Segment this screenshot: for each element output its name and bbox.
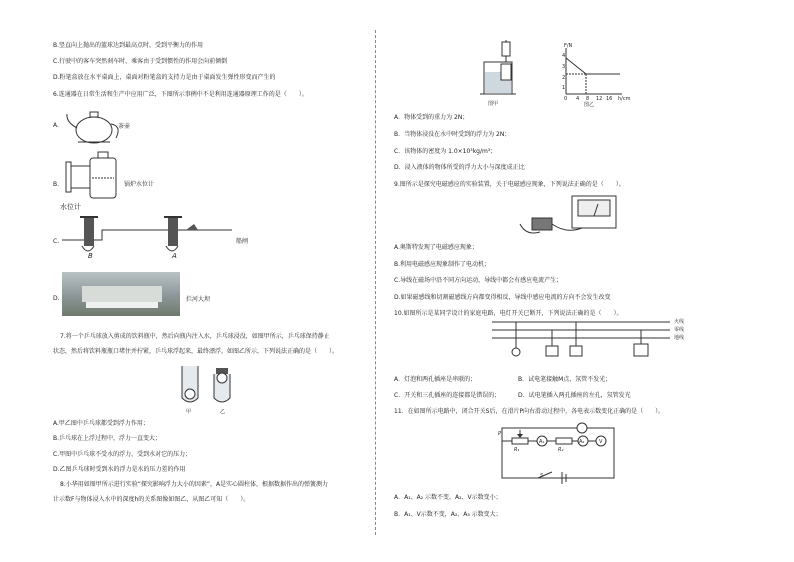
q11-option-b: B．A₁、V示数不变，A₂、A₃ 示数变大； [394, 511, 502, 518]
fig8-label-yi: 图乙 [584, 102, 595, 108]
teapot-figure [64, 104, 124, 146]
q8-stem-line1: 8.小华用如图甲所示进行实验“探究影响浮力大小的因素”，A是实心圆柱体，根据数据作出的弹簧测力 [60, 481, 329, 488]
q6-caption-c: 船闸 [236, 238, 249, 245]
q11-option-a: A．A₁、A₂ 示数不变，A₂、V示数变小； [394, 494, 502, 501]
boiler-figure [62, 150, 124, 202]
graph-xtick-0: 0 [564, 96, 568, 102]
q10-option-c: C．开关和三孔插座的连接都是错误的； [394, 392, 501, 399]
q8-stem-line2: 计示数F与物体浸入水中的深度h的关系图像如图乙，从图乙可知（ ）。 [53, 496, 250, 503]
q6-label-b: B. [53, 181, 60, 188]
q7-option-b: B.乒乓球在上浮过程中，浮力一直变大； [53, 435, 162, 442]
q6-label-d: D. [53, 295, 60, 302]
q6-sublabel-b: 水位计 [60, 203, 81, 211]
line-neutral-label: 零线 [674, 327, 685, 333]
left-column [0, 0, 372, 562]
q9-option-d: D.如果磁感线和切割磁感线方向都变得相反，导线中感应电流的方向不会发生改变 [394, 294, 611, 301]
q11-label-s: S [540, 473, 544, 479]
q9-stem: 9.图所示是探究电磁感应的实验装置，关于电磁感应现象，下列说法正确的是（ ）。 [394, 181, 625, 188]
graph-ytick-2: 2 [562, 75, 566, 81]
electromagnetic-induction-figure [518, 194, 628, 240]
q11-label-a1: A₁ [539, 439, 545, 445]
q7-option-d: D.乙图乒乓球时受到水的浮力是水的压力差的作用 [53, 466, 186, 473]
q11-label-p: P [498, 431, 502, 437]
spring-scale-beaker-figure [480, 40, 516, 100]
graph-ytick-1: 1 [562, 85, 566, 91]
graph-xlabel: h/cm [618, 96, 631, 102]
q10-option-b: B．试电笔接触M点，氖管不发光； [518, 376, 612, 383]
q5-option-d: D.粉笔盒放在水平桌面上，桌面对粉笔盒的支持力是由于桌面发生弹性形变而产生的 [53, 74, 276, 81]
q6-caption-a: 茶壶 [118, 123, 131, 130]
right-column [380, 0, 794, 562]
graph-xtick-4: 4 [576, 96, 580, 102]
q6-caption-d: 拦河大坝 [186, 296, 211, 303]
graph-ylabel: F/N [564, 43, 573, 49]
household-circuit-figure [492, 318, 688, 362]
q10-option-d: D．试电笔插入两孔插座的左孔，氖管发光 [518, 392, 631, 399]
q11-label-v: V [599, 439, 603, 445]
q11-label-r1: R₁ [514, 447, 520, 453]
q10-stem: 10.如图所示是某同学设计的家庭电路，电灯开关已断开，下列说法正确的是（ ）。 [394, 310, 623, 317]
q7-option-a: A.甲乙图中乒乓球都受到浮力作用； [53, 420, 149, 427]
column-divider [375, 30, 376, 535]
q6-label-a: A. [53, 122, 59, 129]
q8-option-b: B．当物体浸没在水中时受到的浮力为 2N； [394, 131, 511, 138]
q7-stem-line1: 7.将一个乒乓球放入剪成的饮料瓶中，然后向瓶内注入水，乒乓球浸没，如图甲所示，乒乓球保持静止 [60, 333, 330, 340]
q9-option-c: C.导线在磁场中沿不同方向运动，导线中都会有感应电流产生； [394, 277, 563, 284]
q6-label-c: C. [53, 238, 60, 245]
q6-stem: 6.连通器在日常生活和生产中应用广泛，下图所示事例中不是利用连通器原理工作的是（ ）。 [53, 91, 308, 98]
q8-option-a: A．物体受到的重力为 2N； [394, 114, 469, 121]
pingpong-figure [178, 364, 238, 410]
q6-mark-b: B [88, 252, 93, 260]
q7-option-c: C.甲图中乒乓球不受水的浮力，受到水对它的压力； [53, 451, 192, 458]
q10-option-a: A．灯泡和两孔插座是串联的； [394, 376, 477, 383]
q6-caption-b: 锅炉水位计 [124, 181, 155, 188]
q8-option-d: D．浸入液体的物体所受的浮力大小与深度成正比 [394, 164, 525, 171]
q11-label-a2: A₂ [579, 439, 585, 445]
graph-xtick-12: 12 [596, 96, 603, 102]
q11-stem: 11．在如图所示电路中，闭合开关S后，在滑片P向右滑动过程中，各电表示数变化正确的是（ ）。 [394, 408, 665, 415]
q9-option-b: B.利用电磁感应现象制作了电动机； [394, 261, 491, 268]
q9-option-a: A.奥斯特发现了电磁感应现象； [394, 244, 478, 251]
q11-label-r2: R₂ [558, 447, 564, 453]
line-live-label: 火线 [674, 319, 685, 325]
graph-ytick-3: 3 [562, 64, 566, 70]
q7-stem-line2: 状态，然后将饮料瓶瓶口堵住并拧紧，乒乓球浮起来，最终漂浮，如图乙所示，下列说法正确的是（ ）。 [53, 348, 339, 355]
q7-fig-jia: 甲 [186, 409, 192, 415]
q7-fig-yi: 乙 [220, 409, 226, 415]
q6-mark-a: A [172, 252, 177, 260]
q5-option-b: B.竖直向上抛出的篮球达到最高点时，受到平衡力的作用 [53, 42, 204, 49]
line-ground-label: 地线 [674, 335, 685, 341]
q8-option-c: C．该物体的密度为 1.0×10³kg/m³； [394, 148, 497, 155]
f-h-graph [560, 44, 624, 100]
fig8-label-jia: 图甲 [488, 101, 499, 107]
dam-photo [62, 272, 180, 316]
graph-ytick-4: 4 [562, 53, 566, 59]
graph-xtick-16: 16 [606, 96, 613, 102]
q5-option-c: C.行驶中的客车突然刹车时，乘客由于受到惯性的作用会向前倾倒 [53, 58, 228, 65]
graph-xtick-8: 8 [586, 96, 590, 102]
